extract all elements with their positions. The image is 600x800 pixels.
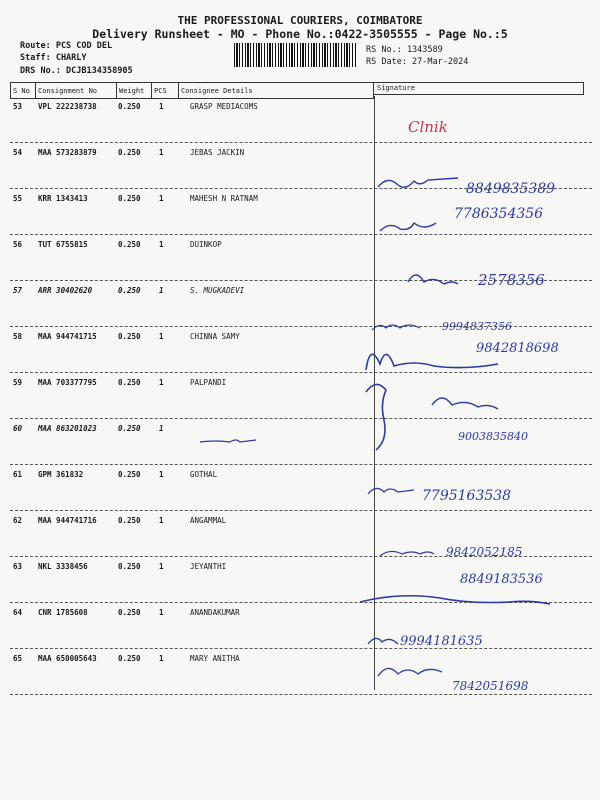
col-weight: Weight [117,83,152,99]
consignment-number: GPM 361832 [38,470,84,479]
signature-58-phone-a: 9994837356 [442,320,512,333]
signature-58-phone-b: 9842818698 [476,341,559,356]
consignment-number: NKL 3338456 [38,562,88,571]
weight-value: 0.250 [118,608,141,617]
weight-value: 0.250 [118,332,141,341]
serial-number: 57 [13,286,23,295]
weight-value: 0.250 [118,424,141,433]
consignment-number: CNR 1785608 [38,608,88,617]
signature-61-stroke [368,488,414,494]
consignment-number: MAA 944741715 [38,332,97,341]
serial-number: 53 [13,102,23,111]
consignee-name: ANANDAKUMAR [190,608,240,617]
rs-number: RS No.: 1343589 [366,45,443,55]
consignee-name: GOTHAL [190,470,218,479]
consignment-number: MAA 650005643 [38,654,97,663]
signature-58-stroke-a [372,325,420,330]
serial-number: 56 [13,240,23,249]
weight-value: 0.250 [118,378,141,387]
signature-64-stroke-b [368,638,398,644]
col-sno: S No [11,83,36,99]
serial-number: 59 [13,378,23,387]
consignment-number: ARR 30402620 [38,286,93,295]
signature-56-phone: 2578356 [478,271,545,289]
serial-number: 60 [13,424,23,433]
col-consignee: Consignee Details [179,83,374,99]
pieces-count: 1 [159,608,164,617]
pieces-count: 1 [159,654,164,663]
signature-55-stroke [380,223,436,231]
col-consignment: Consignment No [36,83,117,99]
signature-59-stroke-a [366,384,386,450]
signature-64-stroke [360,596,550,604]
consignee-name: MARY ANITHA [190,654,240,663]
consignee-name: JEBAS JACKIN [190,148,245,157]
serial-number: 58 [13,332,23,341]
consignee-name: MAHESH N RATNAM [190,194,258,203]
pieces-count: 1 [159,240,164,249]
signature-59-stroke-b [432,398,498,409]
serial-number: 64 [13,608,23,617]
consignment-number: TUT 6755815 [38,240,88,249]
serial-number: 55 [13,194,23,203]
serial-number: 65 [13,654,23,663]
consignee-name: CHINNA SAMY [190,332,240,341]
pieces-count: 1 [159,378,164,387]
signature-64-phone: 9994181635 [400,634,483,649]
signature-55-phone: 7786354356 [454,206,544,222]
consignee-name: DUINKOP [190,240,222,249]
rs-date: RS Date: 27-Mar-2024 [366,57,469,67]
consignment-number: MAA 944741716 [38,516,97,525]
weight-value: 0.250 [118,102,141,111]
signature-63-phone: 8849183536 [460,572,543,587]
signature-62-stroke [380,551,434,556]
pieces-count: 1 [159,332,164,341]
signature-62-phone: 9842052185 [446,545,523,559]
signature-65-stroke [378,668,442,676]
company-title: THE PROFESSIONAL COURIERS, COIMBATORE [177,14,423,27]
serial-number: 63 [13,562,23,571]
consignment-number: VPL 222238738 [38,102,97,111]
consignee-name: GRASP MEDIACOMS [190,102,258,111]
consignee-name: JEYANTHI [190,562,227,571]
signature-58-stroke-b [366,354,498,370]
signature-60-stroke [200,440,256,442]
signature-56-stroke [408,275,458,284]
weight-value: 0.250 [118,286,141,295]
pieces-count: 1 [159,148,164,157]
consignment-number: MAA 703377795 [38,378,97,387]
signature-59-phone: 9003835840 [458,430,528,443]
weight-value: 0.250 [118,240,141,249]
consignment-number: MAA 863201023 [38,424,97,433]
weight-value: 0.250 [118,562,141,571]
consignee-name: PALPANDI [190,378,227,387]
consignee-name: ANGAMMAL [190,516,227,525]
pieces-count: 1 [159,424,164,433]
drs-number: DRS No.: DCJB134358905 [20,66,133,76]
col-pcs: PCS [152,83,179,99]
signature-65-phone: 7842051698 [452,679,529,693]
pieces-count: 1 [159,194,164,203]
staff-label: Staff: CHARLY [20,53,87,63]
signature-54-phone: 8849835389 [466,181,556,197]
weight-value: 0.250 [118,470,141,479]
signature-54-stroke [378,178,458,187]
signature-53: Clnik [408,118,448,136]
col-signature: Signature [374,82,584,95]
route-label: Route: PCS COD DEL [20,41,113,51]
runsheet-subtitle: Delivery Runsheet - MO - Phone No.:0422-3505555 - Page No.:5 [92,27,508,41]
pieces-count: 1 [159,102,164,111]
signature-61-phone: 7795163538 [422,488,512,504]
consignee-name: S. MUGKADEVI [190,286,245,295]
serial-number: 61 [13,470,23,479]
weight-value: 0.250 [118,516,141,525]
weight-value: 0.250 [118,654,141,663]
pieces-count: 1 [159,516,164,525]
serial-number: 54 [13,148,23,157]
consignment-number: MAA 573283879 [38,148,97,157]
pieces-count: 1 [159,286,164,295]
pieces-count: 1 [159,470,164,479]
weight-value: 0.250 [118,148,141,157]
consignment-number: KRR 1343413 [38,194,88,203]
weight-value: 0.250 [118,194,141,203]
serial-number: 62 [13,516,23,525]
pieces-count: 1 [159,562,164,571]
